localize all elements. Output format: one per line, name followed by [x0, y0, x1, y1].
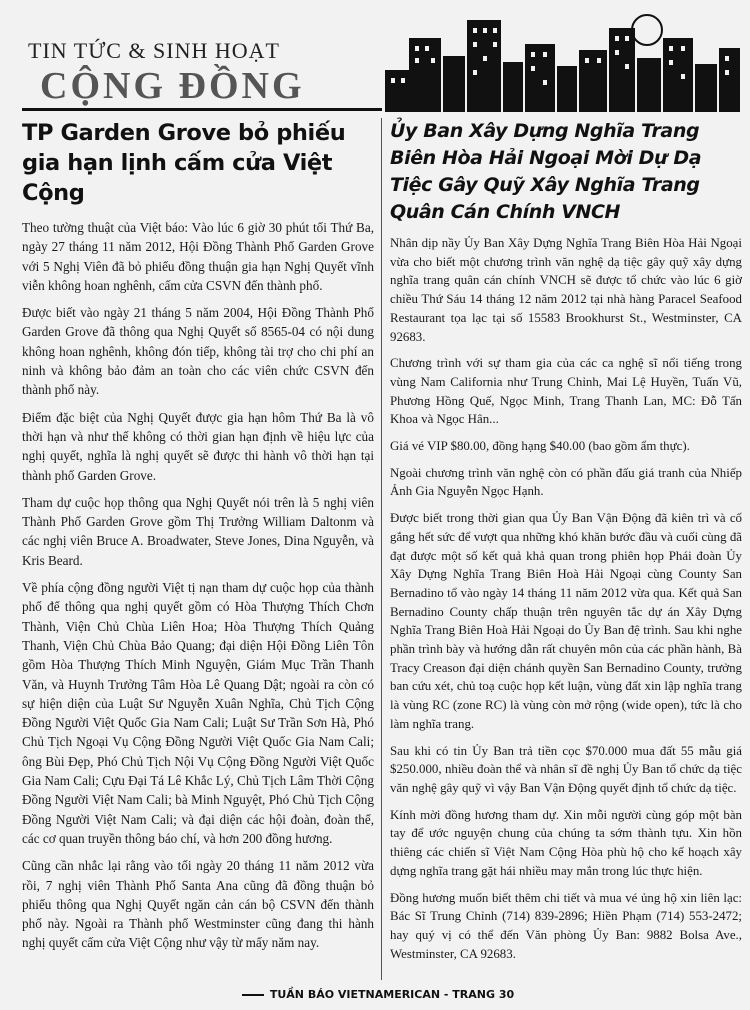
footer-text: TUẦN BÁO VIETNAMERICAN - TRANG 30	[269, 988, 515, 1001]
article-paragraph: Kính mời đồng hương tham dự. Xin mỗi người cùng góp một bàn tay để ước nguyện chung của chúng ta sớm thành tựu. Xin hồn thiêng các chiến sĩ Việt Nam Cộng Hòa phù hộ cho kế hoạch xây dựng nghĩa trang gặt hái nhiều may mắn trong lúc thực hiện.	[390, 807, 742, 878]
page-footer	[0, 988, 750, 1001]
article-cemetery-fundraiser	[390, 118, 742, 971]
section-label: TIN TỨC & SINH HOẠT	[28, 38, 280, 63]
article-headline: TP Garden Grove bỏ phiếu gia hạn lịnh cấm cửa Việt Cộng	[22, 120, 346, 206]
footer-rule	[242, 994, 264, 996]
article-paragraph: Sau khi có tin Ủy Ban trả tiền cọc $70.000 mua đất 55 mẫu giá $250.000, nhiều đoàn thể và nhân sĩ đề nghị Ủy Ban tổ chức dạ tiệc văn nghệ gây quỹ vì vậy Ban Vận Động quyết định tổ chức dạ tiệc.	[390, 743, 742, 795]
article-headline: Ủy Ban Xây Dựng Nghĩa Trang Biên Hòa Hải Ngoại Mời Dự Dạ Tiệc Gây Quỹ Xây Nghĩa Trang Quân Cán Chính VNCH	[390, 120, 702, 223]
article-paragraph: Được biết trong thời gian qua Ủy Ban Vận Động đã kiên trì và cố gắng hết sức để vượt qua những khó khăn bước đầu và cuối cùng đã đạt được một số kết quả khả quan trong phiên họp Phái đoàn Ủy Xây Dựng Nghĩa Trang Biên Hoà Hải Ngoại cùng County San Bernadino tổ vào ngày 14 tháng 11 năm 2012 vừa qua. Kết quả San Bernadino County chấp thuận trên nguyên tắc dự án Xây Dựng Nghĩa Trang Biên Hoà Hải Ngoại do Ủy Ban đệ trình. Sau khi nghe phần trình bày và hướng dẫn rất chuyên môn của các phần hành, Bà Tracy Creason đại diện chánh quyền San Bernadino County, trưởng ban cứu xét, chủ toạ cuộc họp kết luận, vùng đất xin lập nghĩa trang là vùng RC (zone RC) là vùng còn mở rộng (wide open), tức là cho làm nghĩa trang.	[390, 511, 742, 731]
masthead-rule	[22, 108, 382, 111]
article-paragraph: Về phía cộng đồng người Việt tị nạn tham dự cuộc họp của thành phố để thông qua nghị quyết gồm có Hòa Thượng Thích Chơn Thành, Viện Chủ Chùa Liên Hoa; Hòa Thượng Thích Quảng Thanh, Viện Chủ Chùa Bảo Quang; đại diện Hội Đồng Liên Tôn gồm Hòa Thượng Thích Minh Nguyện, Giám Mục Trần Thanh Văn, và Huynh Trưởng Tâm Hòa Lê Quang Dật; ngoài ra còn có sự hiện diện của Luật Sư Nguyễn Xuân Nghĩa, Chủ Tịch Cộng Đồng Người Việt Quốc Gia Nam Cali; Luật Sư Trần Sơn Hà, Phó Chủ Tịch Ngoại Vụ Cộng Đồng Người Việt Quốc Gia Nam Cali; ông Bùi Đẹp, Phó Chủ Tịch Nội Vụ Cộng Đồng Người Việt Quốc Gia Nam Cali; Cựu Đại Tá Lê Khắc Lý, Chủ Tịch Lâm Thời Cộng Đồng Người Việt Nam Cali; bà Minh Nguyệt, Phó Chủ Tịch Cộng Đồng Người Việt Nam Cali; và đại diện các hội đoàn, đoàn thể, các cơ quan truyền thông báo chí, và hơn 200 đồng hương.	[22, 580, 374, 846]
city-skyline-icon	[385, 8, 740, 112]
article-paragraph: Theo tường thuật của Việt báo: Vào lúc 6 giờ 30 phút tối Thứ Ba, ngày 27 tháng 11 năm 2012, Hội Đồng Thành Phố Garden Grove với 5 Nghị Viên đã bỏ phiếu đồng thuận gia hạn Nghị Quyết vĩnh viễn không hoan nghênh, cấm cửa CSVN đến thành phố.	[22, 220, 374, 293]
column-divider	[381, 118, 382, 980]
article-paragraph: Cũng cần nhắc lại rằng vào tối ngày 20 tháng 11 năm 2012 vừa rồi, 7 nghị viên Thành Phố Santa Ana cũng đã đồng thuận bỏ phiếu thông qua Nghị Quyết ngăn cản cán bộ CSVN đến thành phố này. Ngoài ra Thành phố Westminster cũng đang thi hành nghị quyết cấm cửa Việt Cộng như vậy từ mấy năm nay.	[22, 858, 374, 951]
article-paragraph: Tham dự cuộc họp thông qua Nghị Quyết nói trên là 5 nghị viên Thành Phố Garden Grove gồm Thị Trưởng William Daltonm và các nghị viên Bruce A. Broadwater, Steve Jones, Dina Nguyễn, và Kris Beard.	[22, 494, 374, 568]
article-paragraph: Ngoài chương trình văn nghệ còn có phần đấu giá tranh của Nhiếp Ảnh Gia Nguyễn Ngọc Hạnh.	[390, 465, 742, 499]
article-garden-grove	[22, 118, 374, 961]
article-paragraph: Nhân dịp nầy Ủy Ban Xây Dựng Nghĩa Trang Biên Hòa Hải Ngoại vừa cho biết một chương trình văn nghệ dạ tiệc gây quỹ xây dựng nghĩa trang quân cán chính VNCH sẽ được tổ chức vào lúc 6 giờ chiều Thứ Sáu 14 tháng 12 năm 2012 tại nhà hàng Paracel Seafood Restaurant tọa lạc tại số 15583 Brookhurst St., Westminster, CA 92683.	[390, 236, 742, 344]
article-paragraph: Chương trình với sự tham gia của các ca nghệ sĩ nổi tiếng trong vùng Nam California như Trung Chỉnh, Mai Lệ Huyền, Tuấn Vũ, Phương Hồng Quế, Ngọc Minh, Trang Thanh Lan, MC: Đỗ Tấn Khoa và Ngọc Hân...	[390, 356, 742, 427]
article-paragraph: Giá vé VIP $80.00, đồng hạng $40.00 (bao gồm ẩm thực).	[390, 439, 690, 454]
masthead	[0, 0, 750, 112]
article-paragraph: Được biết vào ngày 21 tháng 5 năm 2004, Hội Đồng Thành Phố Garden Grove đã thông qua Nghị Quyết số 8565-04 có nội dung không hoan nghênh, không đón tiếp, không tài trợ cho chi phí an ninh và không bảo đảm an toàn cho các viên chức CSVN đến thành phố này.	[22, 305, 374, 398]
section-title: CỘNG ĐỒNG	[40, 65, 305, 107]
article-paragraph: Điểm đặc biệt của Nghị Quyết được gia hạn hôm Thứ Ba là vô thời hạn và như thế không có thời gian hạn định về hiệu lực của nghị quyết, nghĩa là nghị quyết sẽ được thi hành vô thời hạn tại thành phố Garden Grove.	[22, 409, 374, 483]
article-paragraph: Đồng hương muốn biết thêm chi tiết và mua vé ủng hộ xin liên lạc: Bác Sĩ Trung Chỉnh (714) 839-2896; Hiền Phạm (714) 553-2472; hay quý vị có thể đến Văn phòng Ủy Ban: 9882 Bolsa Ave., Westminster, CA 92683.	[390, 890, 742, 961]
